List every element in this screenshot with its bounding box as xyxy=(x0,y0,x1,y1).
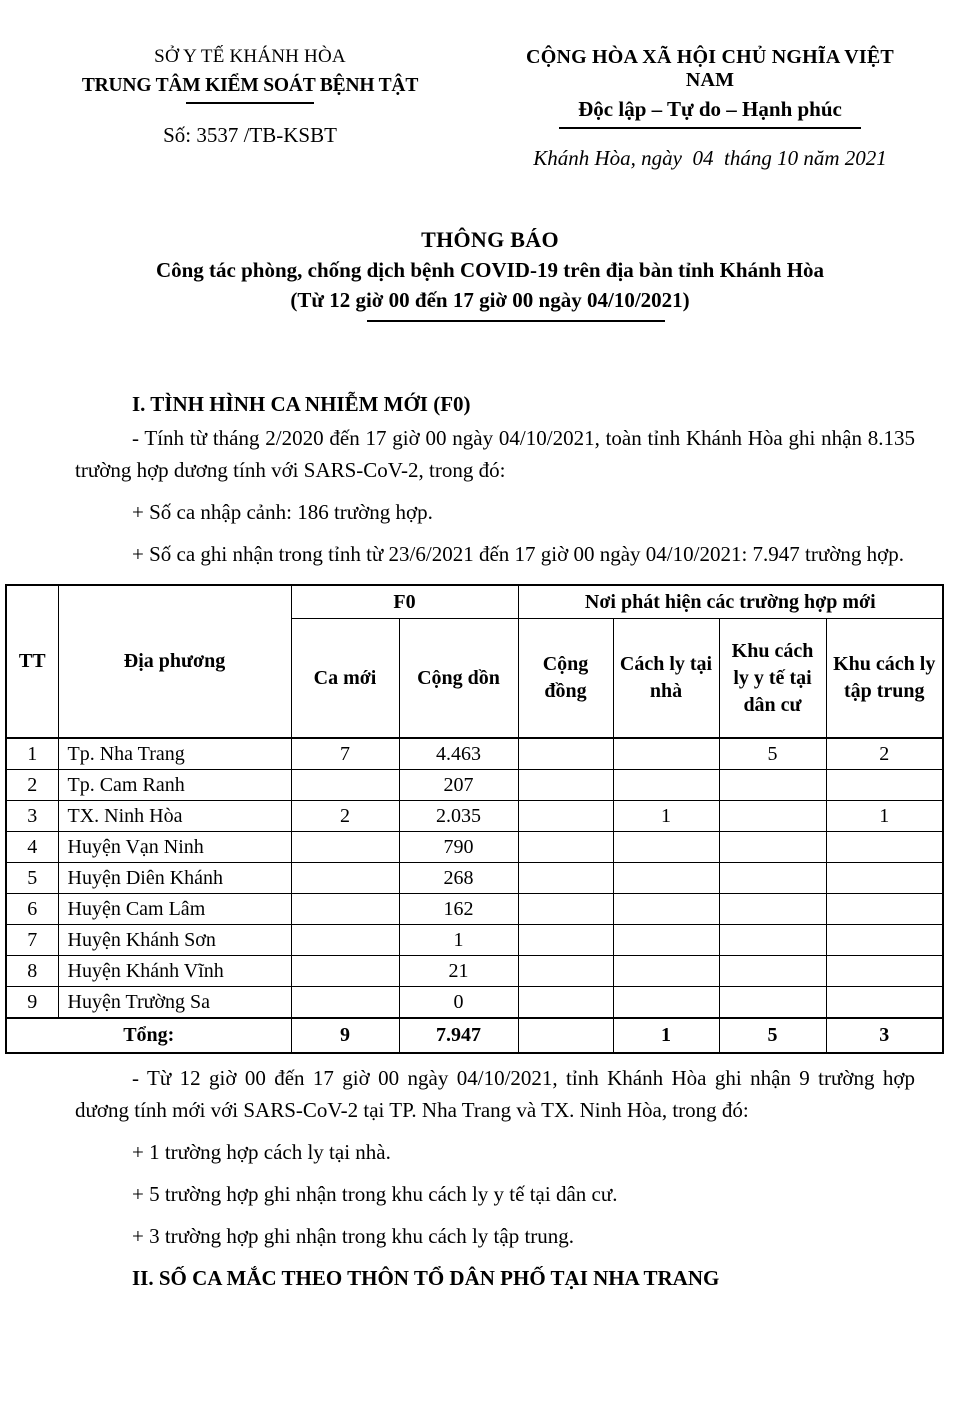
cell-home xyxy=(613,894,719,925)
cell-locality: TX. Ninh Hòa xyxy=(58,801,291,832)
cell-centralized xyxy=(826,894,943,925)
national-motto: Độc lập – Tự do – Hạnh phúc xyxy=(578,97,842,121)
cell-medical xyxy=(719,956,826,987)
cell-home xyxy=(613,863,719,894)
cell-home xyxy=(613,956,719,987)
cell-medical xyxy=(719,770,826,801)
org-parent-name: SỞ Y TẾ KHÁNH HÒA xyxy=(154,46,346,67)
cell-centralized: 1 xyxy=(826,801,943,832)
document-subtitle: Công tác phòng, chống dịch bệnh COVID-19 trên địa bàn tỉnh Khánh Hòa xyxy=(155,258,825,282)
cell-new: 7 xyxy=(291,738,399,770)
cell-community xyxy=(518,832,613,863)
cell-home xyxy=(613,738,719,770)
document-header xyxy=(0,0,980,171)
col-header-detect-place: Nơi phát hiện các trường hợp mới xyxy=(518,585,943,619)
cell-new xyxy=(291,956,399,987)
cell-centralized xyxy=(826,770,943,801)
paragraph-home-quarantine-case: + 1 trường hợp cách ly tại nhà. xyxy=(132,1140,391,1164)
national-header-block xyxy=(500,46,980,171)
cell-total-cumulative: 7.947 xyxy=(399,1018,518,1053)
document-title-block xyxy=(0,227,980,322)
cell-centralized: 2 xyxy=(826,738,943,770)
cell-tt: 3 xyxy=(6,801,58,832)
table-row xyxy=(6,956,943,987)
cell-total-community xyxy=(518,1018,613,1053)
cell-medical: 5 xyxy=(719,738,826,770)
section-2-heading: II. SỐ CA MẮC THEO THÔN TỔ DÂN PHỐ TẠI NHA TRANG xyxy=(132,1266,720,1290)
cell-new: 2 xyxy=(291,801,399,832)
cell-tt: 1 xyxy=(6,738,58,770)
cell-new xyxy=(291,770,399,801)
cell-new xyxy=(291,987,399,1019)
section-1-heading: I. TÌNH HÌNH CA NHIỄM MỚI (F0) xyxy=(132,392,471,416)
cell-home xyxy=(613,770,719,801)
cell-home xyxy=(613,987,719,1019)
document-body xyxy=(75,388,915,570)
org-name: TRUNG TÂM KIỂM SOÁT BỆNH TẬT xyxy=(81,75,419,96)
cell-tt: 7 xyxy=(6,925,58,956)
cell-locality: Huyện Khánh Sơn xyxy=(58,925,291,956)
paragraph-imported-cases: + Số ca nhập cảnh: 186 trường hợp. xyxy=(132,500,433,524)
cell-new xyxy=(291,863,399,894)
col-header-centralized-quarantine: Khu cách ly tập trung xyxy=(826,619,943,739)
cell-cumulative: 207 xyxy=(399,770,518,801)
col-header-new-cases: Ca mới xyxy=(291,619,399,739)
col-header-community: Cộng đồng xyxy=(518,619,613,739)
paragraph-province-cases: + Số ca ghi nhận trong tỉnh từ 23/6/2021 đến 17 giờ 00 ngày 04/10/2021: 7.947 trường hợp. xyxy=(132,542,904,566)
table-header-row-1 xyxy=(6,585,943,619)
document-title: THÔNG BÁO xyxy=(421,227,559,252)
cell-total-label: Tổng: xyxy=(6,1018,291,1053)
cell-tt: 5 xyxy=(6,863,58,894)
cell-tt: 4 xyxy=(6,832,58,863)
cell-new xyxy=(291,925,399,956)
table-row xyxy=(6,863,943,894)
cell-cumulative: 1 xyxy=(399,925,518,956)
cell-community xyxy=(518,738,613,770)
cases-by-locality-table xyxy=(5,584,944,1054)
motto-underline xyxy=(559,127,861,129)
col-header-cumulative: Cộng dồn xyxy=(399,619,518,739)
cell-new xyxy=(291,832,399,863)
cell-cumulative: 268 xyxy=(399,863,518,894)
cell-new xyxy=(291,894,399,925)
paragraph-new-cases-period: - Từ 12 giờ 00 đến 17 giờ 00 ngày 04/10/2021, tỉnh Khánh Hòa ghi nhận 9 trường hợp dương tính mới với SARS-CoV-2 tại TP. Nha Trang và TX. Ninh Hòa, trong đó: xyxy=(75,1066,915,1122)
cell-locality: Tp. Cam Ranh xyxy=(58,770,291,801)
cell-home: 1 xyxy=(613,801,719,832)
cell-centralized xyxy=(826,863,943,894)
table-row xyxy=(6,801,943,832)
cell-community xyxy=(518,770,613,801)
cell-medical xyxy=(719,863,826,894)
document-body-after-table xyxy=(75,1062,915,1294)
paragraph-total-cases: - Tính từ tháng 2/2020 đến 17 giờ 00 ngày 04/10/2021, toàn tỉnh Khánh Hòa ghi nhận 8.135 trường hợp dương tính với SARS-CoV-2, trong đó: xyxy=(75,426,915,482)
col-header-locality: Địa phương xyxy=(58,585,291,738)
table-row xyxy=(6,770,943,801)
cell-locality: Huyện Vạn Ninh xyxy=(58,832,291,863)
table-row xyxy=(6,738,943,770)
cell-medical xyxy=(719,925,826,956)
table-row xyxy=(6,925,943,956)
cell-total-centralized: 3 xyxy=(826,1018,943,1053)
cell-locality: Huyện Cam Lâm xyxy=(58,894,291,925)
paragraph-medical-quarantine-cases: + 5 trường hợp ghi nhận trong khu cách ly y tế tại dân cư. xyxy=(132,1182,618,1206)
cell-locality: Huyện Trường Sa xyxy=(58,987,291,1019)
col-header-medical-quarantine: Khu cách ly y tế tại dân cư xyxy=(719,619,826,739)
cell-tt: 6 xyxy=(6,894,58,925)
cell-tt: 8 xyxy=(6,956,58,987)
cell-community xyxy=(518,863,613,894)
document-subtitle-period: (Từ 12 giờ 00 đến 17 giờ 00 ngày 04/10/2021) xyxy=(290,288,690,312)
cell-home xyxy=(613,832,719,863)
issuing-org-block xyxy=(0,46,500,171)
cell-community xyxy=(518,925,613,956)
cell-community xyxy=(518,801,613,832)
cell-cumulative: 4.463 xyxy=(399,738,518,770)
place-and-date: Khánh Hòa, ngày 04 tháng 10 năm 2021 xyxy=(533,146,887,170)
col-header-tt: TT xyxy=(6,585,58,738)
cell-locality: Tp. Nha Trang xyxy=(58,738,291,770)
cell-medical xyxy=(719,894,826,925)
table-row xyxy=(6,987,943,1019)
cell-community xyxy=(518,987,613,1019)
cell-locality: Huyện Diên Khánh xyxy=(58,863,291,894)
table-row xyxy=(6,832,943,863)
cell-community xyxy=(518,956,613,987)
cell-home xyxy=(613,925,719,956)
cell-locality: Huyện Khánh Vĩnh xyxy=(58,956,291,987)
title-underline xyxy=(367,320,665,322)
cell-centralized xyxy=(826,956,943,987)
document-number: Số: 3537 /TB-KSBT xyxy=(163,123,337,147)
cell-total-new: 9 xyxy=(291,1018,399,1053)
table-row xyxy=(6,894,943,925)
cell-total-medical: 5 xyxy=(719,1018,826,1053)
col-header-f0: F0 xyxy=(291,585,518,619)
table-total-row xyxy=(6,1018,943,1053)
cell-total-home: 1 xyxy=(613,1018,719,1053)
cell-tt: 2 xyxy=(6,770,58,801)
cell-cumulative: 0 xyxy=(399,987,518,1019)
national-title: CỘNG HÒA XÃ HỘI CHỦ NGHĨA VIỆT NAM xyxy=(526,46,894,91)
cell-cumulative: 162 xyxy=(399,894,518,925)
cell-cumulative: 790 xyxy=(399,832,518,863)
cell-centralized xyxy=(826,987,943,1019)
col-header-home-quarantine: Cách ly tại nhà xyxy=(613,619,719,739)
cell-medical xyxy=(719,987,826,1019)
cell-community xyxy=(518,894,613,925)
cell-tt: 9 xyxy=(6,987,58,1019)
cell-cumulative: 21 xyxy=(399,956,518,987)
cell-centralized xyxy=(826,832,943,863)
org-underline xyxy=(186,102,314,104)
cell-cumulative: 2.035 xyxy=(399,801,518,832)
cell-centralized xyxy=(826,925,943,956)
cell-medical xyxy=(719,832,826,863)
cell-medical xyxy=(719,801,826,832)
paragraph-centralized-quarantine-cases: + 3 trường hợp ghi nhận trong khu cách ly tập trung. xyxy=(132,1224,575,1248)
